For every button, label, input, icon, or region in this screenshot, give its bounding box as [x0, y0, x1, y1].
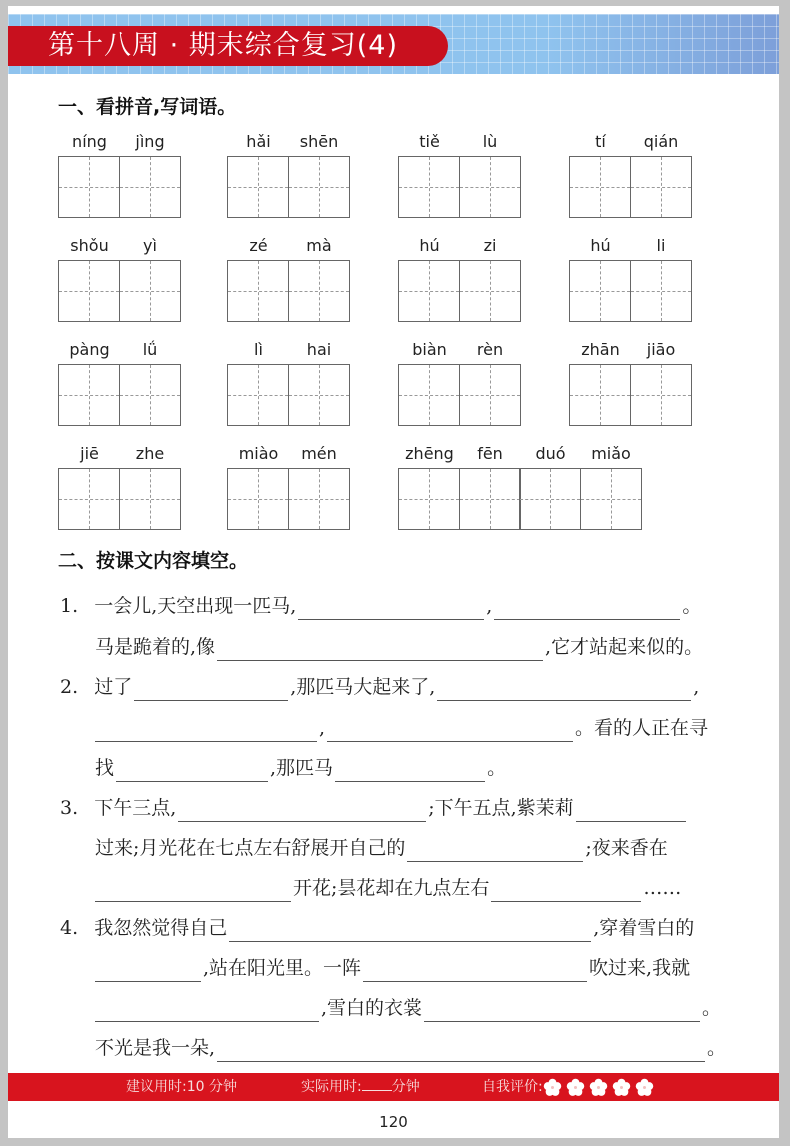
pinyin-label: zhe	[135, 444, 165, 463]
writing-cell[interactable]	[288, 156, 350, 218]
pinyin-label: lì	[254, 340, 263, 359]
writing-grid	[227, 364, 350, 426]
cell-guide-horizontal	[120, 187, 180, 188]
writing-cell[interactable]	[580, 468, 642, 530]
q3-text: ;夜来香在	[585, 837, 668, 859]
section2-title: 二、按课文内容填空。	[58, 550, 249, 572]
actual-time-blank[interactable]	[362, 1076, 392, 1091]
writing-grid	[569, 156, 692, 218]
q1-text: ,	[486, 595, 493, 617]
writing-cell[interactable]	[569, 260, 631, 322]
answer-blank[interactable]	[217, 1039, 705, 1062]
flower-icon[interactable]	[589, 1078, 608, 1097]
cell-guide-horizontal	[399, 499, 459, 500]
answer-blank[interactable]	[95, 719, 317, 742]
writing-cell[interactable]	[459, 468, 521, 530]
q2-text: ,	[319, 717, 326, 739]
writing-cell[interactable]	[569, 156, 631, 218]
q1-text: 。	[682, 595, 702, 617]
pinyin-label: lǘ	[142, 340, 158, 359]
footer-bar	[8, 1073, 779, 1101]
answer-blank[interactable]	[217, 638, 543, 661]
q2-line1	[60, 673, 699, 701]
pinyin-label: tiě	[419, 132, 440, 151]
writing-cell[interactable]	[630, 156, 692, 218]
q2-text: 找	[95, 757, 115, 779]
cell-guide-horizontal	[460, 187, 520, 188]
pinyin-label: hú	[419, 236, 440, 255]
answer-blank[interactable]	[95, 879, 291, 902]
writing-grid	[227, 468, 350, 530]
actual-time-label: 实际用时:	[301, 1079, 362, 1095]
writing-cell[interactable]	[630, 364, 692, 426]
pinyin-label: rèn	[476, 340, 504, 359]
pinyin-label: hú	[590, 236, 611, 255]
self-eval-label: 自我评价:	[482, 1079, 543, 1095]
pinyin-label: hǎi	[246, 132, 271, 151]
writing-cell[interactable]	[288, 468, 350, 530]
writing-cell[interactable]	[227, 468, 289, 530]
writing-cell[interactable]	[519, 468, 581, 530]
pinyin-label: yì	[143, 236, 157, 255]
cell-guide-horizontal	[460, 395, 520, 396]
cell-guide-horizontal	[581, 499, 641, 500]
answer-blank[interactable]	[437, 678, 691, 701]
cell-guide-horizontal	[460, 499, 520, 500]
pinyin-label: miào	[238, 444, 279, 463]
writing-cell[interactable]	[119, 468, 181, 530]
cell-guide-horizontal	[631, 395, 691, 396]
question-number: 2.	[60, 676, 79, 698]
writing-cell[interactable]	[459, 260, 521, 322]
writing-cell[interactable]	[58, 468, 120, 530]
q3-line2	[95, 834, 668, 862]
writing-cell[interactable]	[288, 364, 350, 426]
cell-guide-horizontal	[520, 499, 580, 500]
answer-blank[interactable]	[178, 799, 426, 822]
writing-cell[interactable]	[227, 260, 289, 322]
writing-cell[interactable]	[119, 156, 181, 218]
cell-guide-horizontal	[228, 187, 288, 188]
answer-blank[interactable]	[424, 999, 700, 1022]
writing-grid	[58, 260, 181, 322]
q2-text: 过了	[94, 676, 133, 698]
writing-grid	[569, 260, 692, 322]
cell-guide-horizontal	[59, 187, 119, 188]
self-evaluation	[482, 1073, 654, 1101]
pinyin-label: lù	[482, 132, 498, 151]
cell-guide-horizontal	[289, 187, 349, 188]
writing-grid	[58, 156, 181, 218]
question-number: 4.	[60, 917, 79, 939]
page-number: 120	[379, 1113, 408, 1131]
q2-text: ,那匹马	[270, 757, 334, 779]
cell-guide-horizontal	[59, 395, 119, 396]
question-number: 3.	[60, 797, 79, 819]
writing-cell[interactable]	[227, 364, 289, 426]
q3-text: ;下午五点,紫茉莉	[428, 797, 574, 819]
writing-cell[interactable]	[569, 364, 631, 426]
cell-guide-horizontal	[120, 291, 180, 292]
q3-line3	[95, 874, 681, 902]
writing-cell[interactable]	[227, 156, 289, 218]
cell-guide-horizontal	[631, 187, 691, 188]
cell-guide-horizontal	[631, 291, 691, 292]
pinyin-label: qián	[643, 132, 679, 151]
q2-text: 。	[487, 757, 507, 779]
pinyin-label: shǒu	[70, 236, 109, 255]
pinyin-label: jìng	[135, 132, 165, 151]
page-title: 第十八周 · 期末综合复习(4)	[8, 26, 448, 66]
answer-blank[interactable]	[407, 839, 583, 862]
q4-text: 我忽然觉得自己	[94, 917, 228, 939]
q4-text: ,站在阳光里。一阵	[203, 957, 362, 979]
pinyin-label: pàng	[69, 340, 110, 359]
cell-guide-horizontal	[289, 291, 349, 292]
q4-text: 不光是我一朵,	[95, 1037, 216, 1059]
writing-cell[interactable]	[119, 364, 181, 426]
writing-cell[interactable]	[119, 260, 181, 322]
pinyin-label: zhān	[581, 340, 620, 359]
actual-time	[301, 1073, 420, 1101]
cell-guide-horizontal	[570, 187, 630, 188]
answer-blank[interactable]	[134, 678, 288, 701]
writing-cell[interactable]	[58, 156, 120, 218]
pinyin-label: jiāo	[646, 340, 676, 359]
pinyin-label: jiē	[80, 444, 99, 463]
q2-text: ,	[693, 676, 700, 698]
flower-icon[interactable]	[612, 1078, 631, 1097]
actual-time-unit: 分钟	[391, 1079, 420, 1095]
q1-line2	[95, 633, 703, 661]
answer-blank[interactable]	[494, 597, 680, 620]
worksheet-page	[8, 6, 779, 1138]
pinyin-label: níng	[72, 132, 107, 151]
answer-blank[interactable]	[491, 879, 641, 902]
pinyin-label: mà	[306, 236, 332, 255]
flower-icon[interactable]	[635, 1078, 654, 1097]
pinyin-label: tí	[595, 132, 606, 151]
pinyin-label: duó	[535, 444, 566, 463]
q4-line1	[60, 914, 694, 942]
cell-guide-horizontal	[59, 499, 119, 500]
answer-blank[interactable]	[576, 799, 686, 822]
q3-text: ……	[643, 877, 682, 899]
q1-text: 马是跪着的,像	[95, 636, 216, 658]
cell-guide-horizontal	[228, 291, 288, 292]
pinyin-label: li	[656, 236, 666, 255]
rating-flowers	[543, 1078, 654, 1097]
q2-line2	[95, 714, 708, 742]
writing-grid	[58, 468, 181, 530]
writing-grid	[227, 156, 350, 218]
cell-guide-horizontal	[570, 291, 630, 292]
cell-guide-horizontal	[399, 395, 459, 396]
pinyin-label: mén	[301, 444, 337, 463]
pinyin-label: biàn	[412, 340, 447, 359]
cell-guide-horizontal	[120, 499, 180, 500]
writing-cell[interactable]	[288, 260, 350, 322]
writing-grid	[398, 468, 642, 530]
flower-icon[interactable]	[566, 1078, 585, 1097]
writing-cell[interactable]	[398, 156, 460, 218]
pinyin-label: shēn	[299, 132, 339, 151]
q3-text: 开花;昙花却在九点左右	[293, 877, 490, 899]
writing-cell[interactable]	[459, 156, 521, 218]
writing-cell[interactable]	[398, 260, 460, 322]
q4-text: ,雪白的衣裳	[321, 997, 423, 1019]
answer-blank[interactable]	[95, 959, 201, 982]
cell-guide-horizontal	[460, 291, 520, 292]
q3-text: 下午三点,	[94, 797, 177, 819]
q2-text: ,那匹马大起来了,	[290, 676, 436, 698]
pinyin-label: fēn	[477, 444, 503, 463]
q1-line1	[60, 592, 701, 620]
writing-cell[interactable]	[398, 468, 460, 530]
writing-cell[interactable]	[630, 260, 692, 322]
writing-grid	[227, 260, 350, 322]
q4-line2	[95, 954, 690, 982]
cell-guide-horizontal	[399, 187, 459, 188]
cell-guide-horizontal	[228, 499, 288, 500]
q3-text: 过来;月光花在七点左右舒展开自己的	[95, 837, 406, 859]
q2-line3	[95, 754, 506, 782]
q4-line4	[95, 1034, 726, 1062]
q2-text: 。看的人正在寻	[575, 717, 709, 739]
writing-grid	[58, 364, 181, 426]
writing-cell[interactable]	[459, 364, 521, 426]
writing-cell[interactable]	[58, 364, 120, 426]
writing-cell[interactable]	[398, 364, 460, 426]
writing-grid	[569, 364, 692, 426]
answer-blank[interactable]	[229, 919, 591, 942]
answer-blank[interactable]	[335, 759, 485, 782]
header-band	[8, 14, 779, 74]
cell-guide-horizontal	[289, 499, 349, 500]
pinyin-label: zé	[249, 236, 268, 255]
pinyin-label: zhēng	[405, 444, 454, 463]
pinyin-label: miǎo	[591, 444, 631, 463]
writing-grid	[398, 156, 521, 218]
flower-icon[interactable]	[543, 1078, 562, 1097]
cell-guide-horizontal	[289, 395, 349, 396]
cell-guide-horizontal	[59, 291, 119, 292]
answer-blank[interactable]	[116, 759, 268, 782]
q1-text: 一会儿,天空出现一匹马,	[94, 595, 297, 617]
answer-blank[interactable]	[298, 597, 484, 620]
q4-line3	[95, 994, 721, 1022]
q4-text: 。	[702, 997, 722, 1019]
q1-text: ,它才站起来似的。	[545, 636, 704, 658]
question-number: 1.	[60, 595, 79, 617]
writing-cell[interactable]	[58, 260, 120, 322]
cell-guide-horizontal	[228, 395, 288, 396]
cell-guide-horizontal	[570, 395, 630, 396]
cell-guide-horizontal	[120, 395, 180, 396]
pinyin-label: hai	[306, 340, 332, 359]
answer-blank[interactable]	[363, 959, 587, 982]
writing-grid	[398, 364, 521, 426]
answer-blank[interactable]	[327, 719, 573, 742]
suggested-time: 建议用时:10 分钟	[126, 1079, 237, 1095]
q3-line1	[60, 794, 688, 822]
pinyin-label: zi	[483, 236, 497, 255]
section1-title: 一、看拼音,写词语。	[58, 96, 237, 118]
q4-text: ,穿着雪白的	[593, 917, 695, 939]
writing-grid	[398, 260, 521, 322]
q4-text: 吹过来,我就	[589, 957, 691, 979]
answer-blank[interactable]	[95, 999, 319, 1022]
cell-guide-horizontal	[399, 291, 459, 292]
q4-text: 。	[707, 1037, 727, 1059]
